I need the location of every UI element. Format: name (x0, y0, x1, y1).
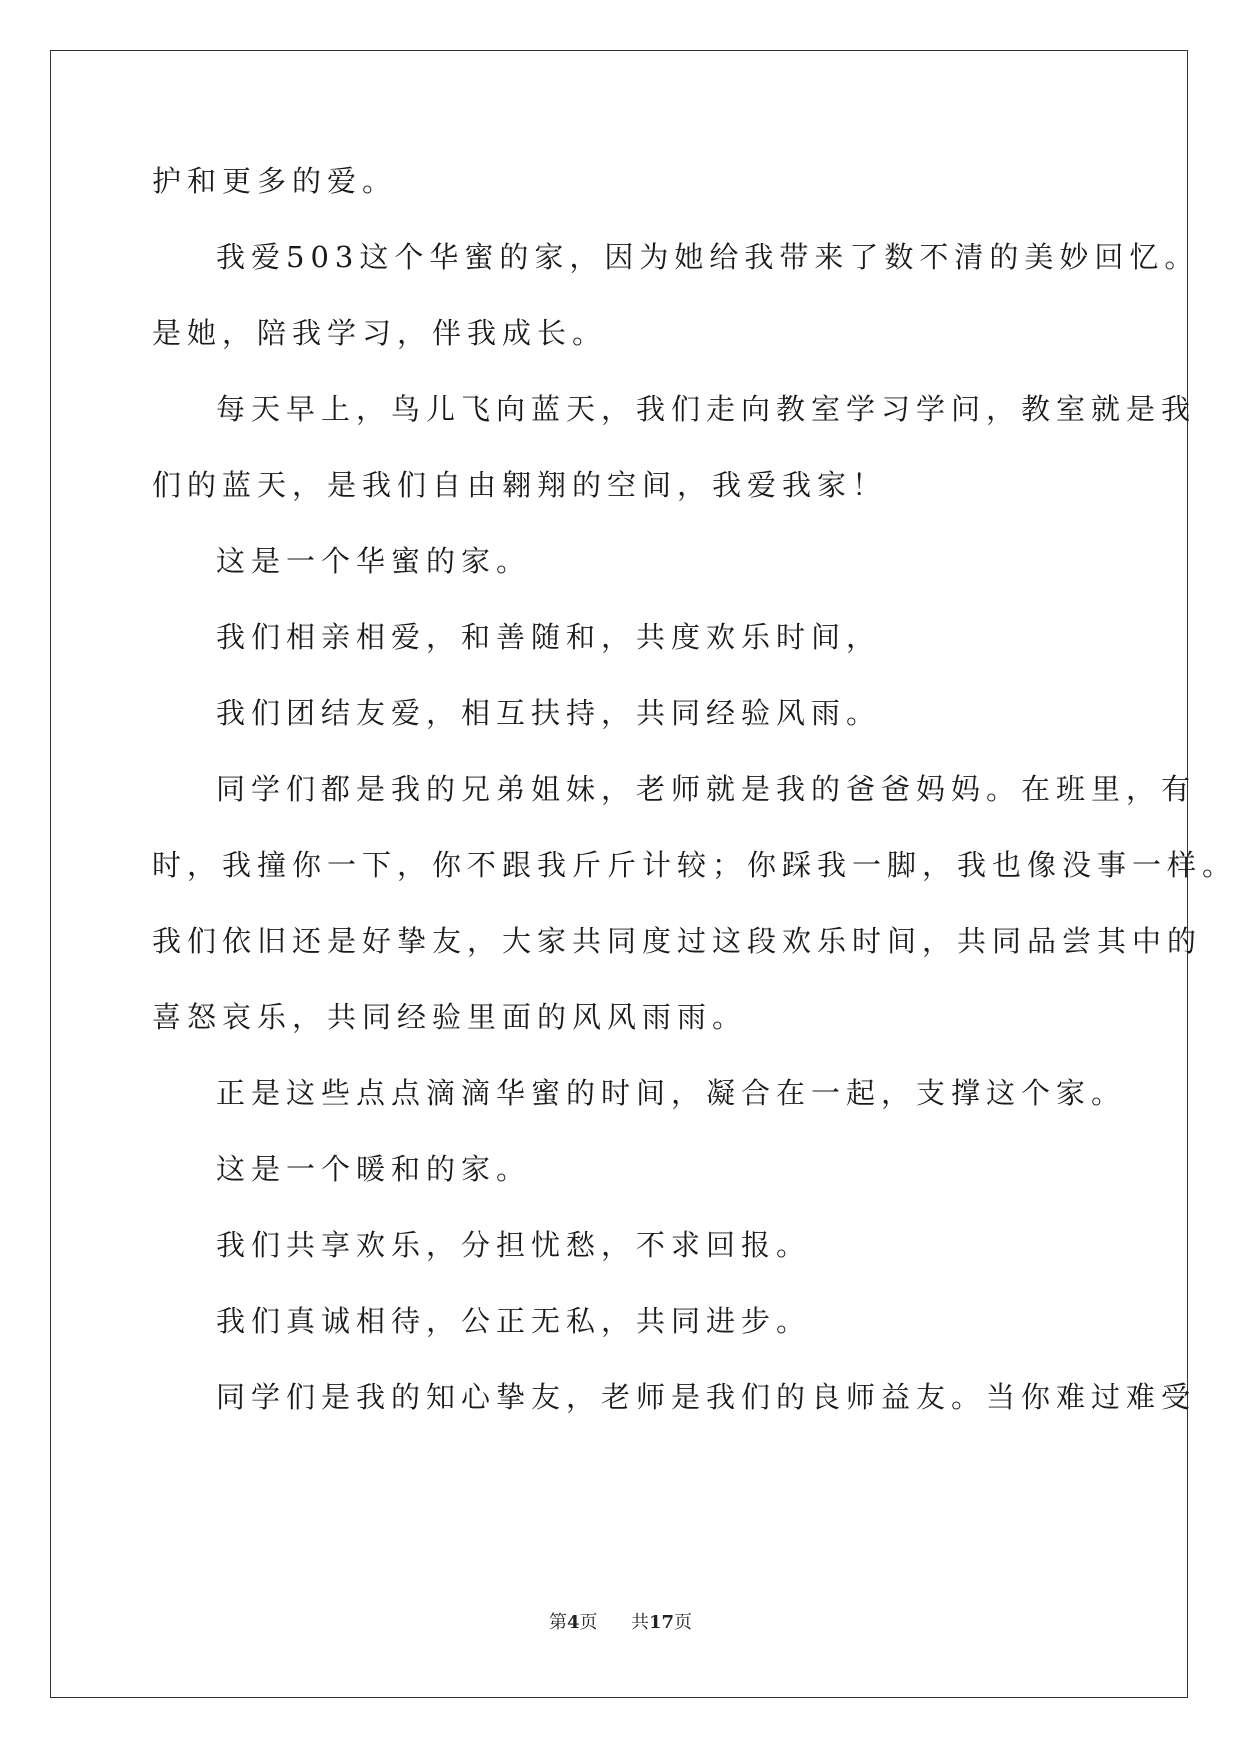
text-line: 我们真诚相待，公正无私，共同进步。 (216, 1304, 812, 1338)
page-prefix: 第 (548, 1612, 567, 1633)
text-line: 同学们都是我的兄弟姐妹，老师就是我的爸爸妈妈。在班里，有 (216, 772, 1197, 806)
text-line: 我们相亲相爱，和善随和，共度欢乐时间， (216, 620, 882, 654)
text-line: 每天早上，鸟儿飞向蓝天，我们走向教室学习学问，教室就是我 (216, 392, 1197, 426)
page-footer (0, 1611, 1241, 1635)
text-line: 我们依旧还是好挚友，大家共同度过这段欢乐时间，共同品尝其中的 (152, 924, 1203, 958)
text-line: 正是这些点点滴滴华蜜的时间，凝合在一起，支撑这个家。 (216, 1076, 1127, 1110)
text-line: 时，我撞你一下，你不跟我斤斤计较；你踩我一脚，我也像没事一样。 (152, 848, 1238, 882)
text-line: 喜怒哀乐，共同经验里面的风风雨雨。 (152, 1000, 748, 1034)
text-line: 我们团结友爱，相互扶持，共同经验风雨。 (216, 696, 882, 730)
text-line: 是她，陪我学习，伴我成长。 (152, 316, 608, 350)
text-line: 同学们是我的知心挚友，老师是我们的良师益友。当你难过难受 (216, 1380, 1197, 1414)
text-line: 我们共享欢乐，分担忧愁，不求回报。 (216, 1228, 812, 1262)
total-suffix: 页 (674, 1612, 693, 1633)
page-number: 4 (566, 1612, 580, 1633)
text-line: 这是一个暖和的家。 (216, 1152, 532, 1186)
total-prefix: 共 (630, 1612, 649, 1633)
page-suffix: 页 (579, 1612, 598, 1633)
total-pages: 17 (648, 1612, 675, 1633)
text-line: 这是一个华蜜的家。 (216, 544, 532, 578)
text-line: 我爱503这个华蜜的家，因为她给我带来了数不清的美妙回忆。 (216, 240, 1200, 274)
text-line: 护和更多的爱。 (152, 164, 398, 198)
text-line: 们的蓝天，是我们自由翱翔的空间，我爱我家！ (152, 468, 888, 502)
